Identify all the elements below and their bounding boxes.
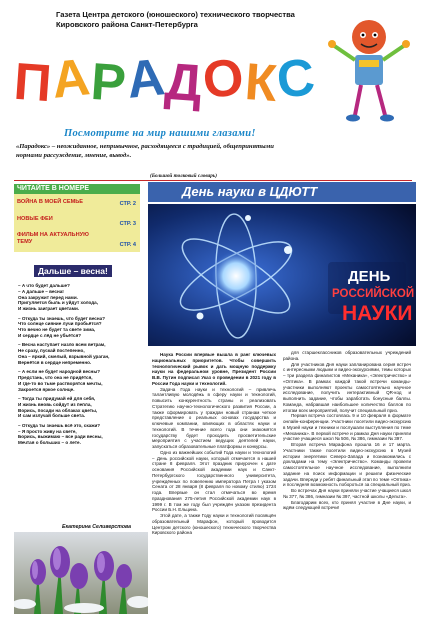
definition-source: (Большой толковый словарь) — [150, 173, 217, 179]
logo-letter: А — [123, 48, 169, 110]
article-paragraph: Вторая встреча Марафона прошла 16 и 17 марта. Участники также посетили видео-экскурсию в Музей истории энергетики Северо-Запада и познакомились с докладами на тему «Электричество». Команды провели самостоятельное научное исследование, выполнили задание на поиск информации и решили физические задачи. Впереди у ребят финальный этап по теме «Оптика» и последняя возможность побороться за специальный приз. — [283, 442, 411, 488]
article-paragraph: Задача Года науки и технологий – привлечь талантливую молодёжь в сферу науки и технологий, повысить конкурентность страны и реализовать Стратегию научно-технологического развития России, а также сформировать у граждан новый странам четкое представление о реальных основах государства и ключевые компании, влияющих в областях науки и технологий. В течение всего года они знакомятся государству будет проходить просветительские мероприятия с участием ведущих деятелей науки, запускаться образовательные платформы и конкурсы. — [152, 386, 276, 449]
banner-text-russian: РОССИЙСКОЙ — [332, 288, 415, 300]
article-paragraph: Во встречах Дня науки приняли участие учащиеся школ № 377, № 386, гимназии № 397, частной школы «Дельта». — [283, 488, 411, 499]
toc-item-label[interactable]: ВОЙНА В МОЕЙ СЕМЬЕ — [17, 199, 83, 205]
toc-item-page: СТР. 3 — [119, 221, 136, 227]
poem-author: Екатерина Селиверстова — [62, 524, 131, 530]
poem-stanza: – Тогда ты придумай ей для себя, И жизнь вновь сойдут из пепла, Ворись, посади на облаках цветы, И сам излучай больше света. — [18, 395, 98, 419]
article-column-1 — [152, 352, 276, 536]
banner-text-day: ДЕНЬ — [348, 268, 391, 285]
article-paragraph: Первая встреча состоялась 9 и 10 февраля в формате онлайн-конференции. Участники посетили видео-экскурсию в Музей науки и техники и послушали выступления по теме «Механика». В первой встрече и рамках Дня науки приняли участие учащиеся школ № 506, № 386, гимназии № 397. — [283, 413, 411, 442]
article-paragraph: Одно из важнейших событий Года науки и технологий – День российской науки, который отмечается в нашей стране 8 февраля. Этот праздник приурочен к дате основания Российской академии наук и Санкт-Петербургского государственного университета, учреждённых по повелению императора Петра I указом Сената от 28 января (8 февраля по новому стилю) 1724 года. Впервые он стал отмечаться во время празднования 275-летия Российской академии наук в 1999 г. В том же году был учреждён указом президента России Б.Н. Ельцина. — [152, 449, 276, 513]
org-line-1: Газета Центра детского (юношеского) технического творчества — [56, 10, 295, 19]
poem-body — [18, 283, 146, 449]
article-headline: День науки в ЦДЮТТ — [148, 182, 416, 202]
org-line-2: Кировского района Санкт-Петербурга — [56, 19, 198, 29]
poem-stanza: – А что будет дальше? – А дальше – весна! Она закружит перед нами. Пригуляется быль и уйдут холода, И жизнь заиграет цветами. — [18, 283, 98, 312]
article-paragraph: Этой дате, а также Году науки и технологий посвящён образовательный Марафон, который проводится Центром детского (юношеского) технического творчества Кировского района — [152, 513, 276, 536]
header-divider — [14, 180, 412, 181]
poem-stanza: – Откуда ты знаешь всё это, скажи? – Я просто живу на свете, Борись, выжимаю – все ради весны, Мечтая о больших – о лете. — [18, 422, 103, 446]
contents-title: ЧИТАЙТЕ В НОМЕРЕ — [14, 184, 140, 194]
poem-title: Дальше – весна! — [34, 265, 112, 277]
logo-letter: Д — [163, 52, 206, 114]
toc-item-label[interactable]: НОВЫЕ ФЕИ — [17, 216, 53, 222]
logo-letter: А — [49, 48, 94, 110]
poem-stanza: – Весна наступает назло всем ветрам, Не сразу, пускай постепенно, Она – яркий, смелый, взрывной ураган, Вернётся в сердце непременно. — [18, 342, 110, 365]
logo-letter: К — [242, 52, 280, 114]
toc-item-page: СТР. 4 — [119, 242, 136, 248]
poem-stanza: – А если не будет народной весны? Предстань, что она не придётся, И где-то во тьме растворятся мечты, Закроется яркое солнце. — [18, 369, 103, 392]
newspaper-logo — [12, 47, 324, 114]
article-paragraph: для старшеклассников образовательных учреждений района. — [283, 350, 411, 361]
crocus-flowers-photo — [14, 532, 148, 614]
banner-text-science: НАУКИ — [342, 302, 413, 325]
publisher-info — [56, 10, 296, 29]
toc-item-page: СТР. 2 — [119, 201, 136, 207]
article-column-2 — [283, 350, 411, 511]
slogan: Посмотрите на мир нашими глазами! — [64, 128, 256, 139]
article-paragraph: Для участников Дня науки запланирована серия встреч с интересными людьми и видео-экскурсиями, темы которых – три раздела финалистов «Механика», «Электричество» и «Оптика». В рамках каждой такой встречи команды-участники выполняют проекты самостоятельно научное исследование, получить интерактивный QR-код и выполнить задание, чтобы заработать бонусные баллы. Команда, набравшая наибольшее количество баллов по итогам всех мероприятий, получит специальный приз. — [283, 361, 411, 413]
logo-letter: О — [200, 47, 248, 111]
contents-box — [14, 184, 140, 252]
logo-letter: Р — [88, 52, 129, 114]
science-day-banner — [148, 204, 416, 346]
toc-item-label[interactable]: ФИЛЬМ НА АКТУАЛЬНУЮ ТЕМУ — [17, 232, 89, 245]
poem-stanza: – Откуда ты знаешь, что будет весна? Что солнце сияние лучи пробьётся? Что вечно не будет та свете зима, И сердце с лёд не убьётся? — [18, 315, 106, 338]
paradox-definition: «Парадокс» – неожиданное, непривычное, расходящееся с традицией, общепринятыми нормами рассуждение, мнение, вывод». — [16, 143, 274, 159]
mascot-robot-icon — [325, 15, 413, 135]
article-paragraph: Благодарим всех, кто принял участие в Дне науки, и ждём следующей встречи! — [283, 499, 411, 511]
logo-letter: С — [274, 48, 319, 110]
article-paragraph: Наука России впервые вышла в ранг ключевых национальных приоритетов. Чтобы совершить технологический рывок и дать мощную поддержку науки на федеральном уровне, Президент России В.В. Путин подписал Указ о проведении в 2021 году в России Года науки и технологий. — [152, 352, 276, 386]
logo-letter: П — [12, 52, 55, 114]
